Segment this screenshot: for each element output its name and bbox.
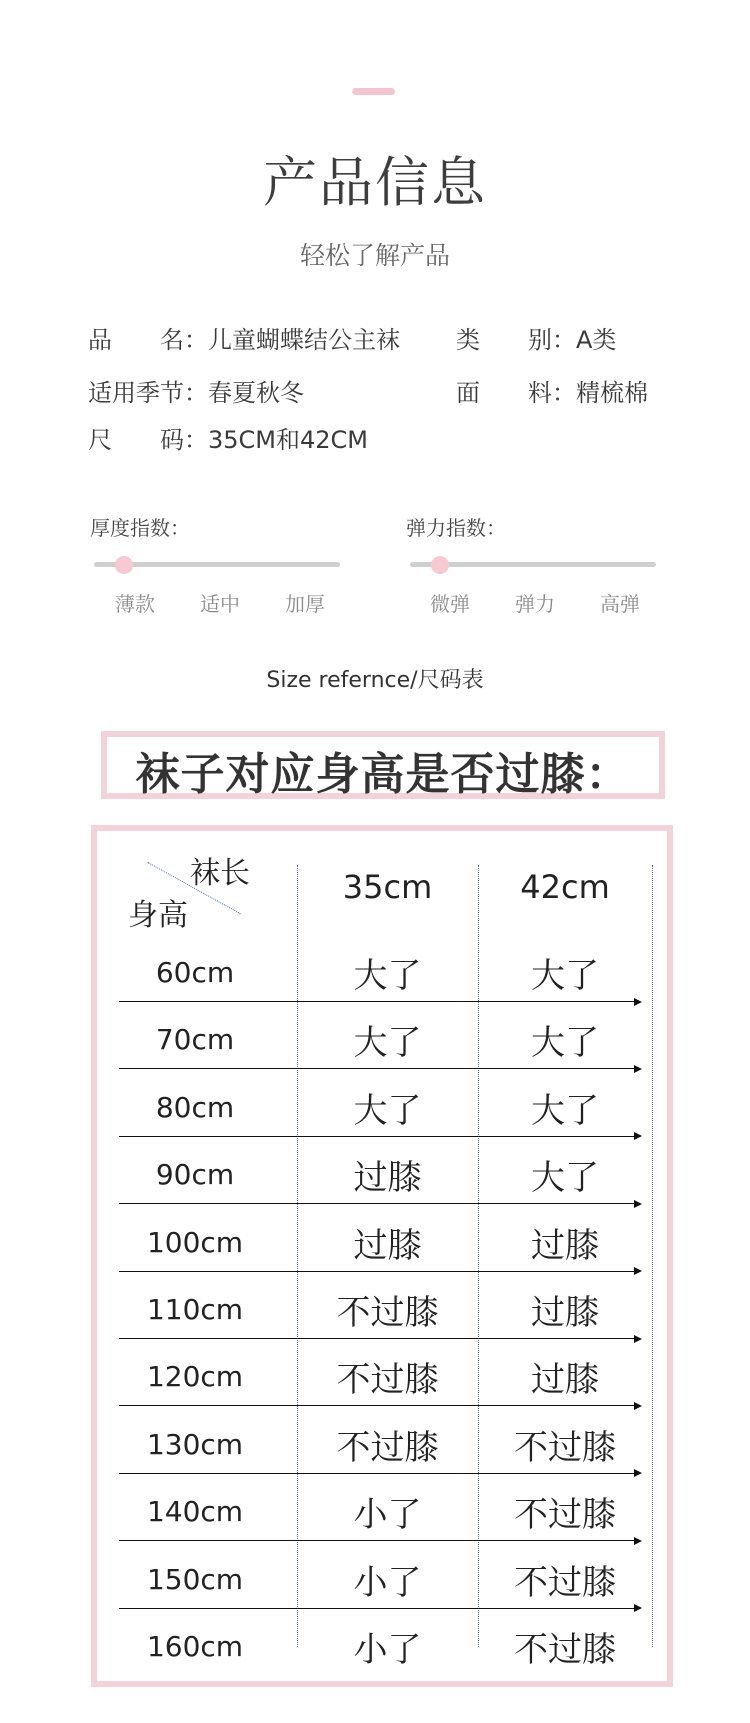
row-separator-line xyxy=(119,1001,636,1002)
thickness-label: 厚度指数： xyxy=(90,516,190,540)
thickness-tick-thick: 加厚 xyxy=(285,592,325,616)
info-material-label: 面 料： xyxy=(456,379,576,407)
info-name xyxy=(88,320,400,355)
info-season-label: 适用季节： xyxy=(88,379,208,407)
info-category-value: A类 xyxy=(576,326,617,354)
thickness-knob xyxy=(115,556,133,574)
info-size xyxy=(88,420,368,455)
row-cell-35: 不过膝 xyxy=(336,1427,439,1468)
row-height-label: 140cm xyxy=(146,1495,244,1529)
row-cell-35: 小了 xyxy=(353,1495,422,1536)
row-cell-42: 大了 xyxy=(531,1158,599,1199)
row-separator-line xyxy=(119,1068,636,1069)
row-height-label: 120cm xyxy=(146,1360,244,1394)
row-cell-42: 过膝 xyxy=(531,1360,599,1401)
info-season xyxy=(88,373,304,408)
elasticity-label: 弹力指数： xyxy=(406,516,506,540)
column-header-35: 35cm xyxy=(342,868,433,906)
row-cell-42: 大了 xyxy=(531,1090,599,1131)
row-cell-35: 过膝 xyxy=(353,1225,422,1266)
row-separator-line xyxy=(119,1338,636,1339)
row-cell-42: 不过膝 xyxy=(514,1562,616,1603)
row-separator-arrow xyxy=(634,1200,642,1208)
column-divider-3 xyxy=(652,865,653,1647)
corner-sock-length: 袜长 xyxy=(190,856,250,891)
row-separator-arrow xyxy=(634,1402,642,1410)
elasticity-tick-slight: 微弹 xyxy=(430,592,470,616)
row-height-label: 130cm xyxy=(146,1427,244,1461)
elasticity-knob xyxy=(431,556,449,574)
row-height-label: 110cm xyxy=(146,1293,244,1326)
row-cell-35: 小了 xyxy=(353,1630,422,1670)
corner-height: 身高 xyxy=(128,898,188,933)
info-material xyxy=(456,373,648,408)
info-category xyxy=(456,320,616,355)
row-separator-arrow xyxy=(634,1604,642,1612)
row-height-label: 150cm xyxy=(146,1562,244,1596)
row-separator-arrow xyxy=(634,1267,642,1275)
row-height-label: 80cm xyxy=(155,1090,235,1124)
row-cell-42: 大了 xyxy=(531,956,599,996)
row-cell-35: 不过膝 xyxy=(336,1360,439,1401)
row-separator-arrow xyxy=(634,1469,642,1477)
row-cell-42: 大了 xyxy=(531,1023,599,1064)
info-size-value: 35CM和42CM xyxy=(208,426,369,454)
row-separator-line xyxy=(119,1405,636,1406)
row-separator-arrow xyxy=(634,1132,642,1140)
row-cell-35: 过膝 xyxy=(353,1158,422,1199)
info-season-value: 春夏秋冬 xyxy=(208,379,304,407)
row-cell-42: 不过膝 xyxy=(514,1427,616,1468)
row-cell-35: 不过膝 xyxy=(336,1293,439,1333)
row-cell-42: 不过膝 xyxy=(514,1495,616,1536)
row-height-label: 160cm xyxy=(146,1630,244,1663)
row-separator-line xyxy=(119,1608,636,1609)
info-category-label: 类 别： xyxy=(456,326,576,354)
row-cell-35: 大了 xyxy=(353,1090,422,1131)
row-height-label: 90cm xyxy=(155,1158,235,1192)
row-separator-arrow xyxy=(634,1335,642,1343)
row-cell-35: 小了 xyxy=(353,1562,422,1603)
knee-question-text: 袜子对应身高是否过膝： xyxy=(135,749,631,800)
info-name-value: 儿童蝴蝶结公主袜 xyxy=(208,326,400,354)
row-cell-42: 过膝 xyxy=(531,1225,599,1266)
row-separator-line xyxy=(119,1203,636,1204)
title-accent-bar xyxy=(352,88,395,95)
row-height-label: 100cm xyxy=(146,1225,244,1259)
row-separator-arrow xyxy=(634,1537,642,1545)
row-separator-arrow xyxy=(634,998,642,1006)
column-header-42: 42cm xyxy=(520,868,610,906)
row-separator-line xyxy=(119,1540,636,1541)
row-separator-line xyxy=(119,1473,636,1474)
info-name-label: 品 名： xyxy=(88,326,208,354)
size-reference-heading: Size refernce/尺码表 xyxy=(266,668,484,693)
row-separator-line xyxy=(119,1271,636,1272)
row-separator-arrow xyxy=(634,1065,642,1073)
info-size-label: 尺 码： xyxy=(88,426,208,454)
row-height-label: 70cm xyxy=(155,1023,235,1057)
row-height-label: 60cm xyxy=(155,956,235,989)
row-separator-line xyxy=(119,1136,636,1137)
elasticity-tick-high: 高弹 xyxy=(600,592,640,616)
thickness-tick-medium: 适中 xyxy=(200,592,240,616)
page-subtitle: 轻松了解产品 xyxy=(299,241,450,270)
row-cell-35: 大了 xyxy=(353,1023,422,1064)
row-cell-35: 大了 xyxy=(353,956,422,996)
elasticity-tick-medium: 弹力 xyxy=(515,592,555,616)
row-cell-42: 不过膝 xyxy=(514,1630,616,1670)
page-title: 产品信息 xyxy=(263,151,487,214)
info-material-value: 精梳棉 xyxy=(576,379,648,407)
row-cell-42: 过膝 xyxy=(531,1293,599,1333)
thickness-tick-thin: 薄款 xyxy=(115,592,155,616)
